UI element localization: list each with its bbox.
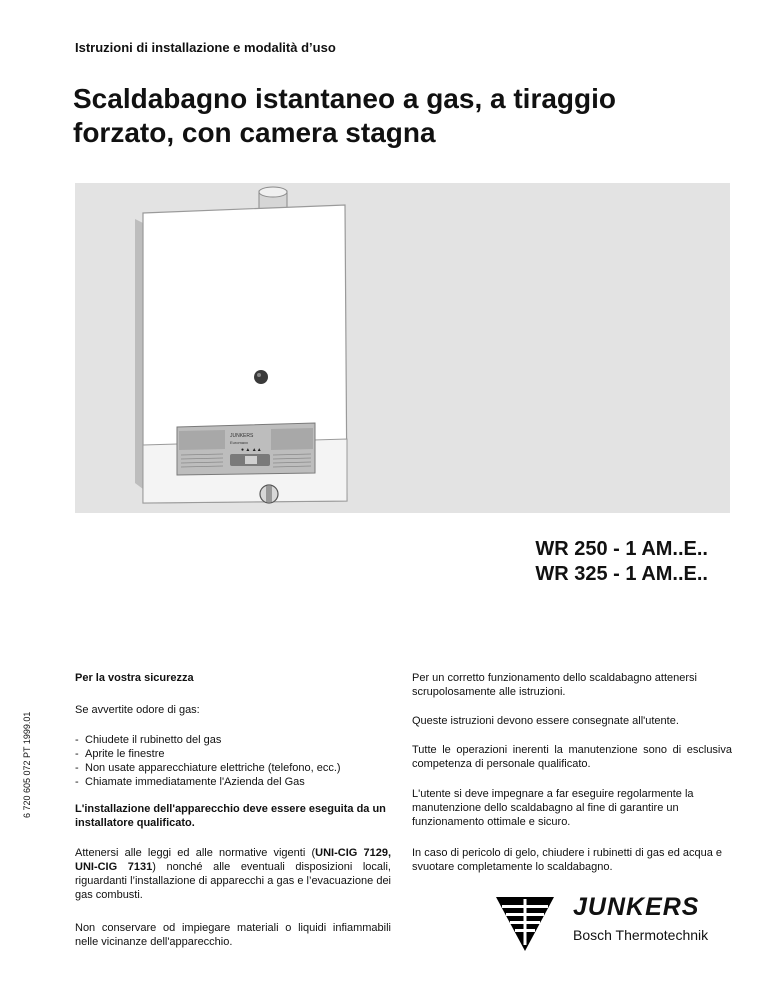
laws-paragraph: [75, 846, 391, 902]
panel-model-text: Euromaxx: [230, 440, 249, 445]
laws-standards: UNI-CIG 7129, UNI-CIG 7131: [75, 847, 392, 873]
document-code: 6 720 605 072 PT 1999.01: [22, 711, 32, 818]
storage-note: Non conservare od impiegare materiali o liquidi infiammabili nelle vicinanze dell'apparecchio.: [75, 922, 391, 948]
instructions-paragraph: Tutte le operazioni inerenti la manutenzione sono di esclusiva competenza di personale qualificato.: [412, 744, 732, 770]
document-subtitle: Istruzioni di installazione e modalità d’uso: [75, 40, 336, 55]
model-name-2: WR 325 - 1 AM..E..: [535, 563, 708, 585]
list-item: - Chiamate immediatamente l'Azienda del Gas: [75, 775, 391, 789]
safety-heading: Per la vostra sicurezza: [75, 672, 194, 684]
safety-action-list: [75, 733, 391, 789]
instructions-paragraph: In caso di pericolo di gelo, chiudere i rubinetti di gas ed acqua e svuotare completamente lo scaldabagno.: [412, 847, 723, 873]
junkers-tagline: Bosch Thermotechnik: [573, 927, 709, 943]
instructions-paragraph: L'utente si deve impegnare a far eseguire regolarmente la manutenzione dello scaldabagno al fine di garantire un funzionamento ottimale e sicuro.: [412, 788, 694, 828]
panel-brand-text: JUNKERS: [230, 433, 254, 439]
junkers-emblem-icon: [494, 893, 556, 953]
laws-text: Attenersi alle leggi ed alle normative vigenti (: [75, 847, 316, 859]
junkers-brand: JUNKERS: [573, 893, 700, 921]
panel-power-marks: ● ▲ ▲▲: [241, 447, 262, 453]
laws-text: ) nonché alle eventuali disposizioni locali, riguardanti l’installazione di apparecchi a gas e l’evacuazione dei gas combusti.: [75, 861, 391, 901]
model-name-1: WR 250 - 1 AM..E..: [535, 538, 708, 560]
junkers-logo: [494, 893, 734, 953]
instructions-paragraph: Per un corretto funzionamento dello scaldabagno attenersi scrupolosamente alle istruzioni.: [412, 672, 697, 698]
gas-smell-text: Se avvertite odore di gas:: [75, 704, 200, 716]
water-heater-illustration: [75, 183, 730, 513]
instructions-paragraph: Queste istruzioni devono essere consegnate all'utente.: [412, 715, 679, 727]
list-item: - Aprite le finestre: [75, 747, 391, 761]
product-photo: [75, 183, 730, 513]
document-title: Scaldabagno istantaneo a gas, a tiraggio forzato, con camera stagna: [73, 83, 617, 148]
list-item: - Chiudete il rubinetto del gas: [75, 733, 391, 747]
list-item: - Non usate apparecchiature elettriche (telefono, ecc.): [75, 761, 391, 775]
installer-note: L'installazione dell'apparecchio deve essere eseguita da un installatore qualificato.: [75, 803, 386, 829]
